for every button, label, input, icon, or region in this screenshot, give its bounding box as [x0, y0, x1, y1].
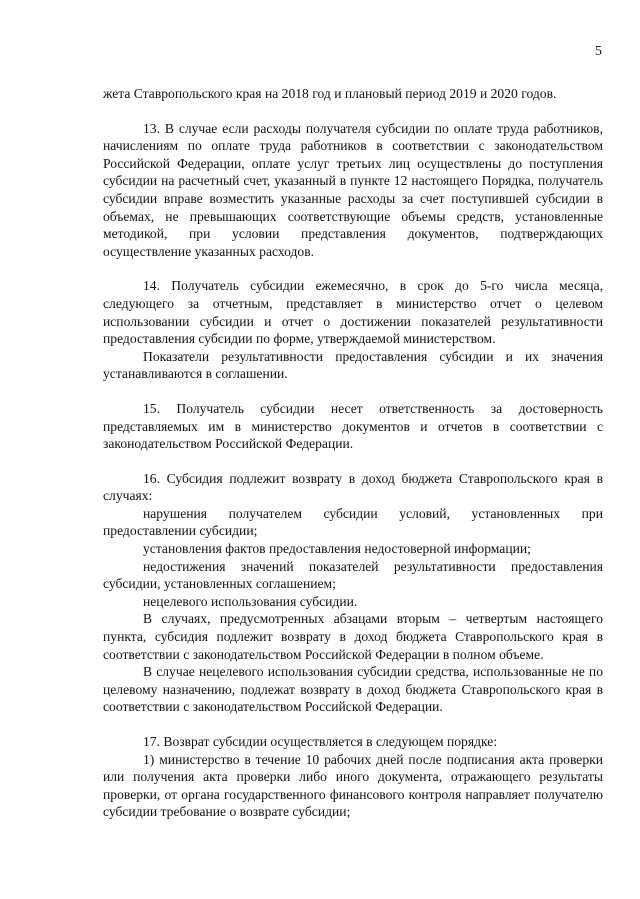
paragraph-16-case-violation: нарушения получателем субсидии условий, установленных при предоставлении субсидии;	[103, 505, 603, 539]
paragraph-13: 13. В случае если расходы получателя субсидии по оплате труда работников, начислениям по оплате труда работников в соответствии с законодательством Российской Федерации, оплате услуг третьих лиц осуществлены до поступления субсидии на расчетный счет, указанный в пункте 12 настоящего Порядка, получатель субсидии вправе возместить указанные расходы за счет поступившей субсидии в объемах, не превышающих соответствующие объемы средств, установленные методикой, при условии представления документов, подтверждающих осуществление указанных расходов.	[103, 120, 603, 259]
paragraph-16-full-return: В случаях, предусмотренных абзацами вторым – четвертым настоящего пункта, субсидия подлежит возврату в доход бюджета Ставропольского края в соответствии с законодательством Российской Федерации в полном объеме.	[103, 611, 603, 662]
paragraph-16-case-false-info: установления фактов предоставления недостоверной информации;	[143, 541, 531, 557]
paragraph-16: 16. Субсидия подлежит возврату в доход бюджета Ставропольского края в случаях:	[103, 470, 603, 504]
paragraph-14-indicators: Показатели результативности предоставления субсидии и их значения устанавливаются в соглашении.	[103, 348, 603, 382]
paragraph-16-case-misuse: нецелевого использования субсидии.	[143, 593, 358, 609]
paragraph-15: 15. Получатель субсидии несет ответственность за достоверность представляемых им в министерство документов и отчетов в соответствии с законодательством Российской Федерации.	[103, 400, 603, 452]
paragraph-17-item-1: 1) министерство в течение 10 рабочих дней после подписания акта проверки или получения акта проверки либо иного документа, отражающего результаты проверки, от органа государственного финансового контроля направляет получателю субсидии требование о возврате субсидии;	[103, 751, 603, 820]
paragraph-16-case-indicators: недостижения значений показателей результативности предоставления субсидии, установленных соглашением;	[103, 558, 603, 592]
page-number: 5	[595, 44, 602, 59]
paragraph-14: 14. Получатель субсидии ежемесячно, в срок до 5-го числа месяца, следующего за отчетным, представляет в министерство отчет о целевом использовании субсидии и отчет о достижении показателей результативности предоставления субсидии по форме, утверждаемой министерством.	[103, 278, 603, 347]
paragraph-16-misuse-return: В случае нецелевого использования субсидии средства, использованные не по целевому назначению, подлежат возврату в доход бюджета Ставропольского края в соответствии с законодательством Российской Федерации.	[103, 664, 603, 715]
document-body	[103, 85, 603, 821]
paragraph-budget-period: жета Ставропольского края на 2018 год и плановый период 2019 и 2020 годов.	[103, 86, 557, 101]
paragraph-17: 17. Возврат субсидии осуществляется в следующем порядке:	[143, 734, 498, 749]
